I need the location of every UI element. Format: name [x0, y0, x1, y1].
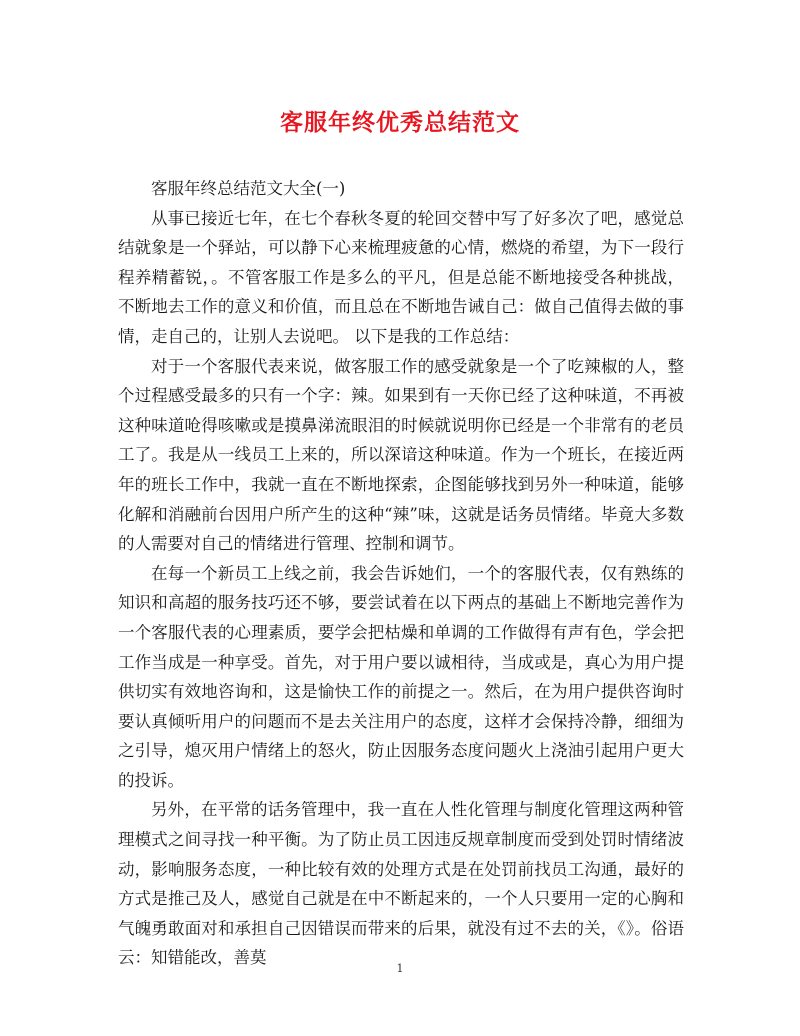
document-title: 客服年终优秀总结范文	[280, 110, 520, 136]
paragraph-1: 从事已接近七年，在七个春秋冬夏的轮回交替中写了好多次了吧，感觉总结就象是一个驿站，可以静下心来梳理疲惫的心情，燃烧的希望，为下一段行程养精蓄锐，。不管客服工作是多么的平凡，但是总能不断地接受各种挑战，不断地去工作的意义和价值，而且总在不断地告诫自己：做自己值得去做的事情，走自己的，让别人去说吧。 以下是我的工作总结：	[118, 208, 684, 346]
section-heading: 客服年终总结范文大全(一)	[151, 179, 346, 198]
paragraph-3: 在每一个新员工上线之前，我会告诉她们，一个的客服代表，仅有熟练的知识和高超的服务技巧还不够，要尝试着在以下两点的基础上不断地完善作为一个客服代表的心理素质，要学会把枯燥和单调的工作做得有声有色，学会把工作当成是一种享受。首先，对于用户要以诚相待，当成或是，真心为用户提供切实有效地咨询和，这是愉快工作的前提之一。然后，在为用户提供咨询时要认真倾听用户的问题而不是去关注用户的态度，这样才会保持冷静，细细为之引导，熄灭用户情绪上的怒火，防止因服务态度问题火上浇油引起用户更大的投诉。	[118, 563, 684, 790]
paragraph-2: 对于一个客服代表来说，做客服工作的感受就象是一个了吃辣椒的人，整个过程感受最多的只有一个字：辣。如果到有一天你已经了这种味道，不再被这种味道呛得咳嗽或是摸鼻涕流眼泪的时候就说明你已经是一个非常有的老员工了。我是从一线员工上来的，所以深谙这种味道。作为一个班长，在接近两年的班长工作中，我就一直在不断地探索，企图能够找到另外一种味道，能够化解和消融前台因用户所产生的这种“辣”味，这就是话务员情绪。毕竟大多数的人需要对自己的情绪进行管理、控制和调节。	[118, 356, 684, 554]
document-body	[118, 174, 684, 973]
page-number: 1	[396, 962, 404, 975]
paragraph-4: 另外，在平常的话务管理中，我一直在人性化管理与制度化管理这两种管理模式之间寻找一种平衡。为了防止员工因违反规章制度而受到处罚时情绪波动，影响服务态度，一种比较有效的处理方式是在处罚前找员工沟通，最好的方式是推己及人，感觉自己就是在中不断起来的，一个人只要用一定的心胸和气魄勇敢面对和承担自己因错误而带来的后果，就没有过不去的关，《》。俗语云：知错能改，善莫	[118, 800, 684, 968]
